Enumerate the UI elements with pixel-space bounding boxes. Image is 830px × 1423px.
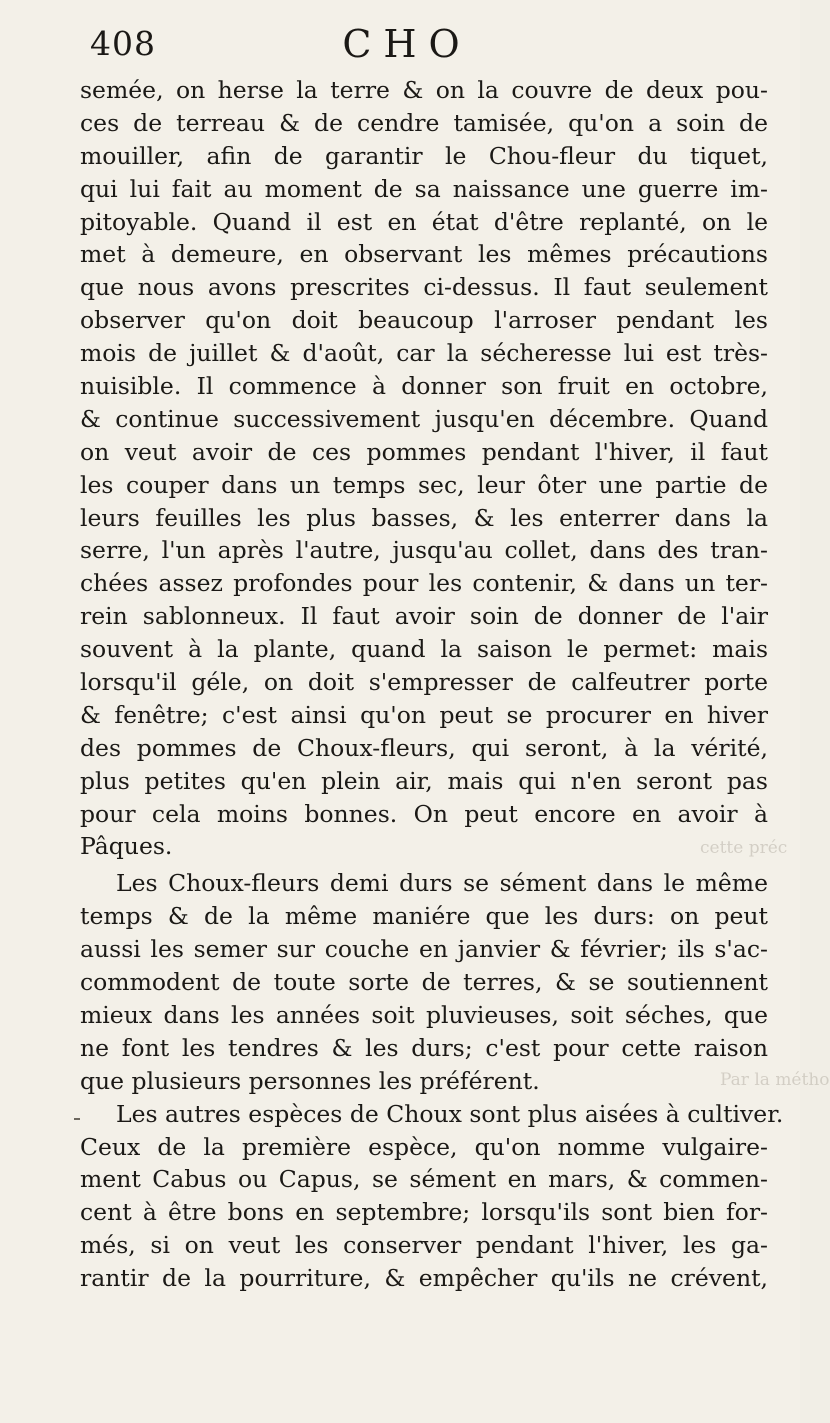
text-line: aussi les semer sur couche en janvier & février; ils s'ac- xyxy=(80,935,768,964)
text-line: ne font les tendres & les durs; c'est pour cette raison xyxy=(80,1033,768,1062)
text-line: serre, l'un après l'autre, jusqu'au collet, dans des tran- xyxy=(80,536,768,565)
show-through-text: cette préc xyxy=(700,838,788,858)
text-line: observer qu'on doit beaucoup l'arroser pendant les xyxy=(80,306,768,335)
text-line: Pâques. xyxy=(80,832,173,861)
text-line: chées assez profondes pour les contenir, & dans un ter- xyxy=(80,569,768,598)
text-line: semée, on herse la terre & on la couvre de deux pou- xyxy=(80,76,768,104)
text-line: souvent à la plante, quand la saison le permet: mais xyxy=(80,635,768,664)
text-line: qui lui fait au moment de sa naissance une guerre im- xyxy=(80,174,768,203)
text-line: que plusieurs personnes les préférent. xyxy=(80,1066,540,1095)
text-line: leurs feuilles les plus basses, & les enterrer dans la xyxy=(80,503,768,532)
running-head: CHO xyxy=(342,22,472,66)
text-line: commodent de toute sorte de terres, & se soutiennent xyxy=(80,968,768,997)
text-line: Les autres espèces de Choux sont plus aisées à cultiver. xyxy=(116,1099,784,1128)
text-line: des pommes de Choux-fleurs, qui seront, à la vérité, xyxy=(80,733,768,762)
text-line: les couper dans un temps sec, leur ôter une partie de xyxy=(80,470,768,499)
page-header xyxy=(0,20,800,68)
text-line: Ceux de la première espèce, qu'on nomme vulgaire- xyxy=(80,1132,768,1161)
page-number: 408 xyxy=(90,24,156,63)
text-line: lorsqu'il géle, on doit s'empresser de calfeutrer porte xyxy=(80,668,768,697)
text-line: Les Choux-fleurs demi durs se sément dans le même xyxy=(116,869,768,898)
show-through-text: Par la métho xyxy=(720,1070,830,1090)
text-line: & fenêtre; c'est ainsi qu'on peut se procurer en hiver xyxy=(80,700,768,729)
text-line: met à demeure, en observant les mêmes précautions xyxy=(80,240,768,269)
text-line: rein sablonneux. Il faut avoir soin de donner de l'air xyxy=(80,602,768,631)
text-line: cent à être bons en septembre; lorsqu'ils sont bien for- xyxy=(80,1198,768,1227)
text-line: & continue successivement jusqu'en décembre. Quand xyxy=(80,404,768,433)
text-line: més, si on veut les conserver pendant l'hiver, les ga- xyxy=(80,1231,768,1260)
text-line: pitoyable. Quand il est en état d'être replanté, on le xyxy=(80,207,768,236)
text-line: mouiller, afin de garantir le Chou-fleur du tiquet, xyxy=(80,141,768,170)
text-line: ces de terreau & de cendre tamisée, qu'on a soin de xyxy=(80,108,768,137)
text-line: mieux dans les années soit pluvieuses, soit séches, que xyxy=(80,1000,768,1029)
text-line: temps & de la même maniére que les durs: on peut xyxy=(80,902,768,931)
text-line: mois de juillet & d'août, car la sécheresse lui est très- xyxy=(80,339,768,368)
text-line: pour cela moins bonnes. On peut encore en avoir à xyxy=(80,799,768,828)
text-line: que nous avons prescrites ci-dessus. Il faut seulement xyxy=(80,273,768,302)
text-line: on veut avoir de ces pommes pendant l'hiver, il faut xyxy=(80,437,768,466)
text-line: nuisible. Il commence à donner son fruit en octobre, xyxy=(80,372,768,401)
text-line: plus petites qu'en plein air, mais qui n'en seront pas xyxy=(80,766,768,795)
margin-mark xyxy=(74,1118,80,1120)
text-line: ment Cabus ou Capus, se sément en mars, & commen- xyxy=(80,1165,768,1194)
text-line: rantir de la pourriture, & empêcher qu'ils ne crévent, xyxy=(80,1264,768,1293)
